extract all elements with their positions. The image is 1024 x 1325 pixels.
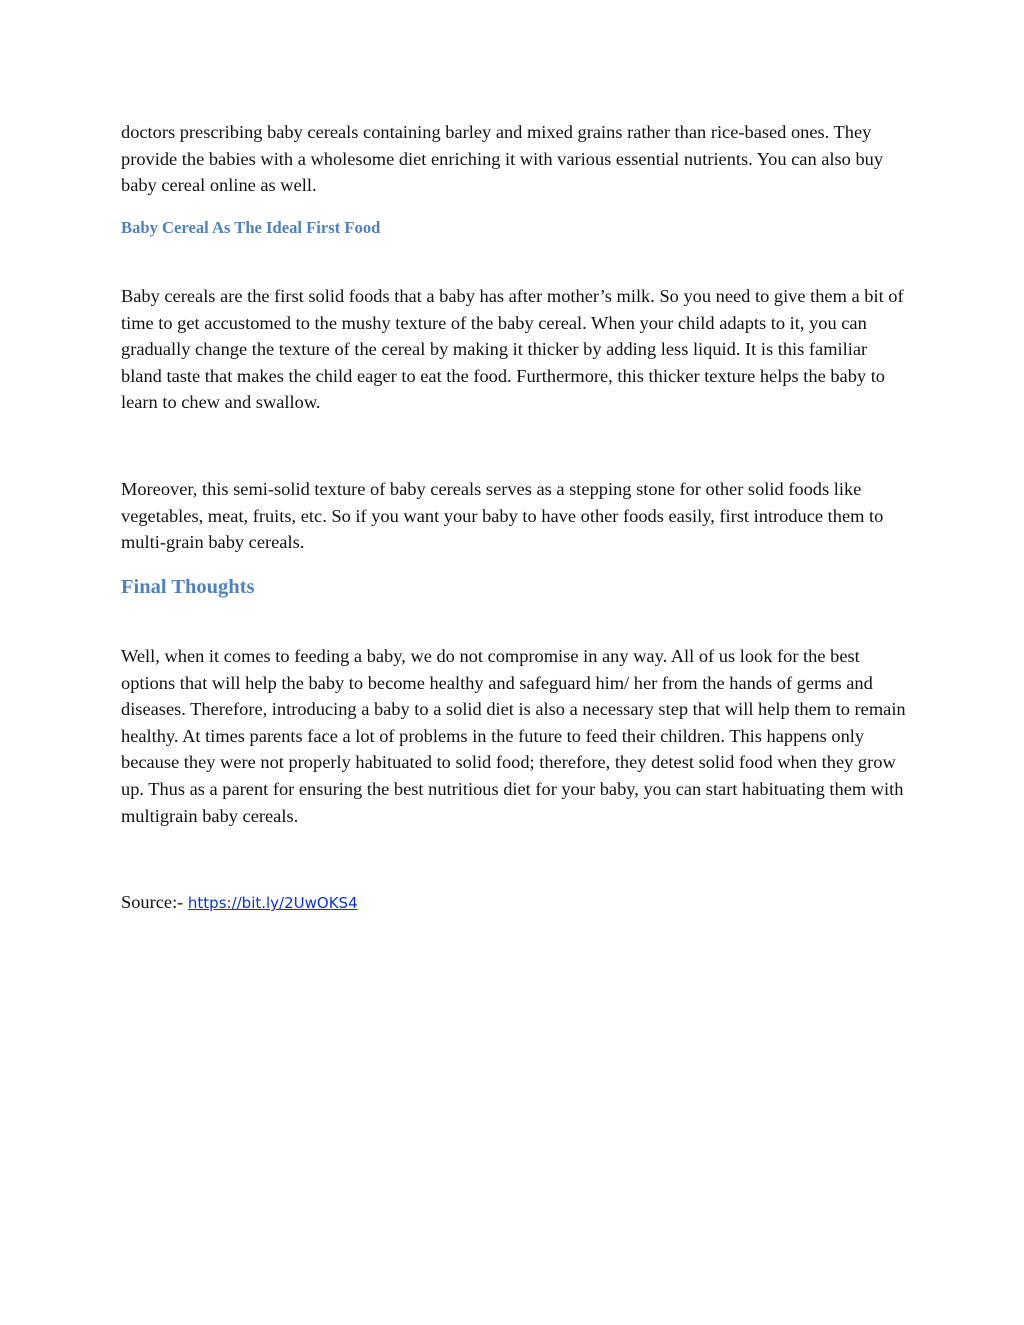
- source-link[interactable]: https://bit.ly/2UwOKS4: [187, 894, 358, 912]
- intro-paragraph: doctors prescribing baby cereals containing barley and mixed grains rather than rice-based ones. They provide the babies with a wholesome diet enriching it with various essential nutrients. You can also buy baby cereal online as well.: [121, 122, 884, 196]
- subheading-ideal-first-food: Baby Cereal As The Ideal First Food: [121, 218, 381, 237]
- source-label: Source:-: [121, 892, 188, 912]
- heading-final-thoughts: Final Thoughts: [121, 576, 255, 598]
- document-page: [121, 0, 911, 1325]
- final-thoughts-paragraph: Well, when it comes to feeding a baby, we do not compromise in any way. All of us look for the best options that will help the baby to become healthy and safeguard him/ her from the hands of germs and diseases. Therefore, introducing a baby to a solid diet is also a necessary step that will help them to remain healthy. At times parents face a lot of problems in the future to feed their children. This happens only because they were not properly habituated to solid food; therefore, they detest solid food when they grow up. Thus as a parent for ensuring the best nutritious diet for your baby, you can start habituating them with multigrain baby cereals.: [121, 646, 906, 826]
- first-food-paragraph: Baby cereals are the first solid foods that a baby has after mother’s milk. So you need to give them a bit of time to get accustomed to the mushy texture of the baby cereal. When your child adapts to it, you can gradually change the texture of the cereal by making it thicker by adding less liquid. It is this familiar bland taste that makes the child eager to eat the food. Furthermore, this thicker texture helps the baby to learn to chew and swallow.: [121, 286, 904, 413]
- semi-solid-paragraph: Moreover, this semi-solid texture of baby cereals serves as a stepping stone for other solid foods like vegetables, meat, fruits, etc. So if you want your baby to have other foods easily, first introduce them to multi-grain baby cereals.: [121, 479, 884, 553]
- source-line: [121, 889, 358, 916]
